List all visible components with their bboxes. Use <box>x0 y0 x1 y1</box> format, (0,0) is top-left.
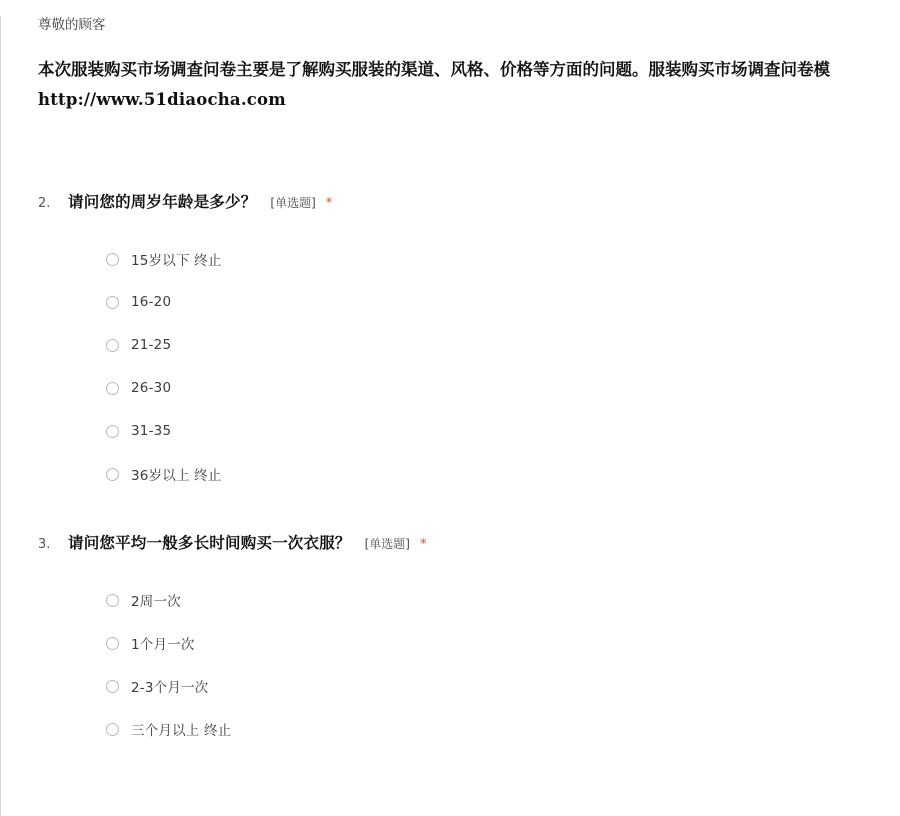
intro-line-1: 本次服装购买市场调查问卷主要是了解购买服装的渠道、风格、价格等方面的问题。服装购买市场调查问卷模 <box>38 59 830 79</box>
question-title: 请问您平均一般多长时间购买一次衣服？ <box>68 533 351 552</box>
option-row[interactable] <box>68 238 900 281</box>
radio-icon[interactable] <box>106 253 119 266</box>
option-label: 16-20 <box>131 294 172 311</box>
option-label: 15岁以下 终止 <box>131 253 222 270</box>
question-block <box>38 531 900 751</box>
survey-intro <box>38 55 900 116</box>
option-label: 36岁以上 终止 <box>131 468 222 485</box>
radio-icon[interactable] <box>106 339 119 352</box>
option-row[interactable] <box>68 324 900 367</box>
question-header <box>38 190 900 212</box>
radio-icon[interactable] <box>106 594 119 607</box>
required-asterisk: * <box>419 536 427 552</box>
radio-icon[interactable] <box>106 468 119 481</box>
option-label: 1个月一次 <box>131 637 195 654</box>
question-title: 请问您的周岁年龄是多少？ <box>68 192 257 211</box>
survey-page <box>0 16 900 751</box>
question-header <box>38 531 900 553</box>
question-type-label: [单选题] <box>270 195 316 210</box>
option-label: 31-35 <box>131 423 172 440</box>
radio-icon[interactable] <box>106 680 119 693</box>
option-row[interactable] <box>68 453 900 496</box>
radio-icon[interactable] <box>106 425 119 438</box>
question-index: 2. <box>38 195 51 211</box>
question-block <box>38 190 900 496</box>
option-row[interactable] <box>68 410 900 453</box>
greeting-text: 尊敬的顾客 <box>38 17 106 33</box>
option-label: 21-25 <box>131 337 172 354</box>
survey-url: http://www.51diaocha.com <box>38 90 286 110</box>
radio-icon[interactable] <box>106 296 119 309</box>
option-row[interactable] <box>68 708 900 751</box>
radio-icon[interactable] <box>106 382 119 395</box>
radio-icon[interactable] <box>106 723 119 736</box>
required-asterisk: * <box>325 195 333 211</box>
option-label: 26-30 <box>131 380 172 397</box>
question-list <box>0 190 900 751</box>
option-row[interactable] <box>68 281 900 324</box>
radio-icon[interactable] <box>106 637 119 650</box>
question-index: 3. <box>38 536 51 552</box>
option-label: 2-3个月一次 <box>131 680 209 697</box>
option-label: 三个月以上 终止 <box>131 723 232 740</box>
option-group <box>68 238 900 496</box>
option-row[interactable] <box>68 665 900 708</box>
option-row[interactable] <box>68 579 900 622</box>
option-label: 2周一次 <box>131 594 181 611</box>
option-row[interactable] <box>68 622 900 665</box>
question-spacer <box>0 504 900 531</box>
option-row[interactable] <box>68 367 900 410</box>
question-type-label: [单选题] <box>364 536 410 551</box>
option-group <box>68 579 900 751</box>
